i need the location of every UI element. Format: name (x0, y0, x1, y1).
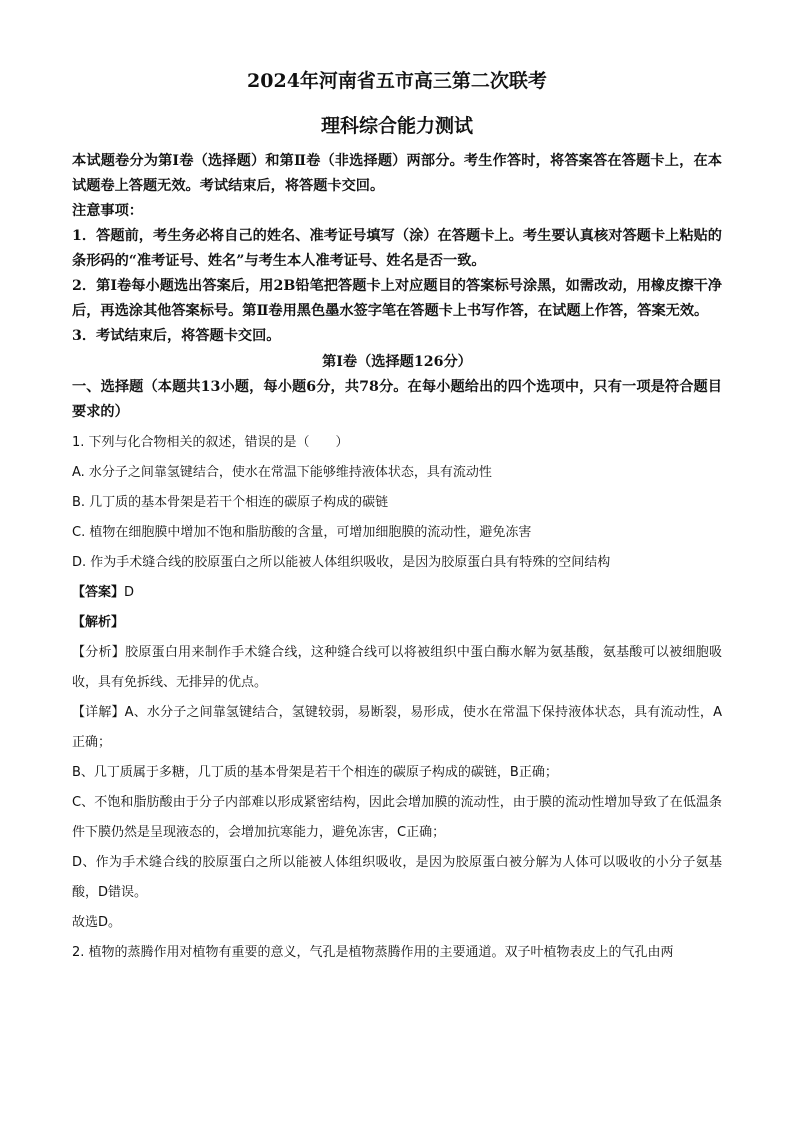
xiangjie-tag: 【详解】 (72, 705, 125, 721)
notes-heading: 注意事项： (72, 203, 143, 220)
exam-title: 2024年河南省五市高三第二次联考 (247, 70, 547, 92)
conclusion-line: 故选D。 (72, 915, 122, 931)
note-item-2: 2．第Ⅰ卷每小题选出答案后，用2B铅笔把答题卡上对应题目的答案标号涂黑，如需改动，用橡皮擦干净后，再选涂其他答案标号。第Ⅱ卷用黑色墨水签字笔在答题卡上书写作答，在试题上作答，答案无效。 (72, 278, 722, 320)
note-item-1: 1．答题前，考生务必将自己的姓名、准考证号填写（涂）在答题卡上。考生要认真核对答题卡上粘贴的条形码的“准考证号、姓名”与考生本人准考证号、姓名是否一致。 (72, 228, 722, 270)
fenxi-text: 胶原蛋白用来制作手术缝合线，这种缝合线可以将被组织中蛋白酶水解为氨基酸，氨基酸可以被细胞吸收，具有免拆线、无排异的优点。 (72, 645, 722, 691)
analysis-tag: 【解析】 (72, 615, 125, 631)
fenxi-tag: 【分析】 (72, 645, 126, 661)
exam-page (72, 68, 722, 968)
question-1-option-d: D. 作为手术缝合线的胶原蛋白之所以能被人体组织吸收，是因为胶原蛋白具有特殊的空间结构 (72, 555, 611, 571)
xiangjie-a-text: A、水分子之间靠氢键结合，氢键较弱，易断裂，易形成，使水在常温下保持液体状态，具有流动性，A正确； (72, 705, 722, 751)
part1-heading: 第Ⅰ卷（选择题126分） (322, 354, 472, 371)
xiangjie-c-paragraph: C、不饱和脂肪酸由于分子内部难以形成紧密结构，因此会增加膜的流动性，由于膜的流动性增加导致了在低温条件下膜仍然是呈现液态的，会增加抗寒能力，避免冻害，C正确； (72, 795, 722, 841)
exam-subtitle: 理科综合能力测试 (320, 114, 473, 137)
note-item-3: 3．考试结束后，将答题卡交回。 (72, 328, 281, 345)
question-1-option-b: B. 几丁质的基本骨架是若干个相连的碳原子构成的碳链 (72, 495, 389, 511)
fenxi-paragraph (72, 638, 722, 698)
answer-line (72, 578, 722, 608)
xiangjie-d-paragraph: D、作为手术缝合线的胶原蛋白之所以能被人体组织吸收，是因为胶原蛋白被分解为人体可以吸收的小分子氨基酸，D错误。 (72, 855, 722, 901)
answer-value: D (124, 585, 135, 601)
question-1-option-c: C. 植物在细胞膜中增加不饱和脂肪酸的含量，可增加细胞膜的流动性，避免冻害 (72, 525, 532, 541)
intro-paragraph: 本试题卷分为第Ⅰ卷（选择题）和第Ⅱ卷（非选择题）两部分。考生作答时，将答案答在答题卡上，在本试题卷上答题无效。考试结束后，将答题卡交回。 (72, 153, 722, 195)
section-heading: 一、选择题（本题共13小题，每小题6分，共78分。在每小题给出的四个选项中，只有一项是符合题目要求的） (72, 379, 722, 421)
question-2-stem: 2. 植物的蒸腾作用对植物有重要的意义，气孔是植物蒸腾作用的主要通道。双子叶植物表皮上的气孔由两 (72, 945, 674, 961)
analysis-line (72, 608, 722, 638)
question-1-stem: 1. 下列与化合物相关的叙述，错误的是（ ） (72, 435, 349, 451)
xiangjie-b-paragraph: B、几丁质属于多糖，几丁质的基本骨架是若干个相连的碳原子构成的碳链，B正确； (72, 765, 558, 781)
question-1-option-a: A. 水分子之间靠氢键结合，使水在常温下能够维持液体状态，具有流动性 (72, 465, 492, 481)
answer-tag: 【答案】 (72, 585, 125, 601)
xiangjie-a-paragraph (72, 698, 722, 758)
